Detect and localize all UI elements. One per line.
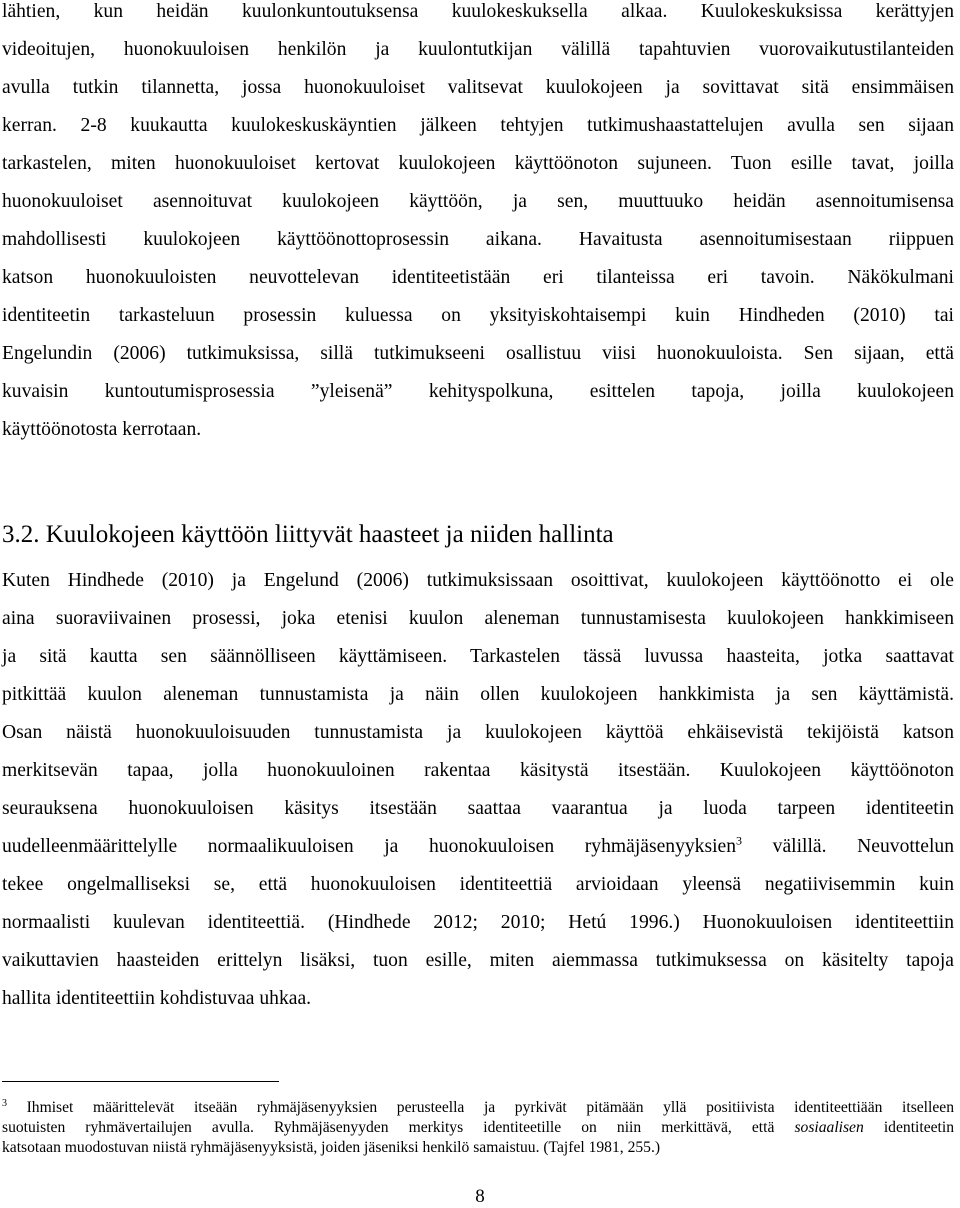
text-line: pitkittää kuulon aleneman tunnustamista ja näin ollen kuulokojeen hankkimista ja sen käyttämistä. bbox=[2, 684, 954, 705]
text-line: katson huonokuuloisten neuvottelevan identiteetistään eri tilanteissa eri tavoin. Näkökulmani bbox=[2, 267, 954, 288]
text-line: merkitsevän tapaa, jolla huonokuuloinen rakentaa käsitystä itsestään. Kuulokojeen käyttöönoton bbox=[2, 760, 954, 781]
text-line: mahdollisesti kuulokojeen käyttöönottoprosessin aikana. Havaitusta asennoitumisestaan riippuen bbox=[2, 229, 954, 250]
text-line: tekee ongelmalliseksi se, että huonokuuloisen identiteettiä arvioidaan yleensä negatiivisemmin kuin bbox=[2, 874, 954, 895]
footnote-line bbox=[2, 1098, 954, 1118]
text-segment: suotuisten ryhmävertailujen avulla. Ryhmäjäsenyyden merkitys identiteetille on niin merkittävä, että bbox=[2, 1119, 775, 1136]
text-line: huonokuuloiset asennoituvat kuulokojeen käyttöön, ja sen, muuttuuko heidän asennoitumisensa bbox=[2, 191, 954, 212]
section-heading: 3.2. Kuulokojeen käyttöön liittyvät haasteet ja niiden hallinta bbox=[2, 521, 614, 548]
footnote-reference[interactable]: 3 bbox=[736, 833, 743, 848]
text-line: seurauksena huonokuuloisen käsitys itsestään saattaa vaarantua ja luoda tarpeen identiteetin bbox=[2, 798, 954, 819]
footnote-line: katsotaan muodostuvan niistä ryhmäjäsenyyksistä, joiden jäseniksi henkilö samaistuu. (Tajfel 1981, 255.) bbox=[2, 1139, 661, 1156]
text-line: kuvaisin kuntoutumisprosessia ”yleisenä” kehityspolkuna, esittelen tapoja, joilla kuulokojeen bbox=[2, 381, 954, 402]
text-line: kerran. 2-8 kuukautta kuulokeskuskäyntien jälkeen tehtyjen tutkimushaastattelujen avulla sen sijaan bbox=[2, 115, 954, 136]
text-segment: uudelleenmäärittelylle normaalikuuloisen ja huonokuuloisen ryhmäjäsenyyksien bbox=[2, 836, 737, 857]
text-line: Engelundin (2006) tutkimuksissa, sillä tutkimukseeni osallistuu viisi huonokuuloista. Sen sijaan, että bbox=[2, 343, 954, 364]
text-line: normaalisti kuulevan identiteettiä. (Hindhede 2012; 2010; Hetú 1996.) Huonokuuloisen identiteettiin bbox=[2, 912, 954, 933]
text-line: identiteetin tarkasteluun prosessin kuluessa on yksityiskohtaisempi kuin Hindheden (2010) tai bbox=[2, 305, 954, 326]
text-line-footnote-ref bbox=[2, 835, 954, 859]
text-line: tarkastelen, miten huonokuuloiset kertovat kuulokojeen käyttöönoton sujuneen. Tuon esille tavat, joilla bbox=[2, 153, 954, 174]
text-line: hallita identiteettiin kohdistuvaa uhkaa. bbox=[2, 988, 312, 1009]
text-segment: välillä. Neuvottelun bbox=[742, 836, 954, 857]
italic-term: sosiaalisen bbox=[794, 1119, 864, 1136]
footnote-line bbox=[2, 1118, 954, 1138]
text-line: Osan näistä huonokuuloisuuden tunnustamista ja kuulokojeen käyttöä ehkäisevistä tekijöistä katson bbox=[2, 722, 954, 743]
text-segment: identiteetin bbox=[863, 1119, 954, 1136]
text-line: videoitujen, huonokuuloisen henkilön ja kuulontutkijan välillä tapahtuvien vuorovaikutustilanteiden bbox=[2, 39, 954, 60]
text-line: ja sitä kautta sen säännölliseen käyttämiseen. Tarkastelen tässä luvussa haasteita, jotka saattavat bbox=[2, 646, 954, 667]
text-segment: Ihmiset määrittelevät itseään ryhmäjäsenyyksien perusteella ja pyrkivät pitämään yllä positiivista identiteettiään itselleen bbox=[7, 1099, 954, 1116]
page-number: 8 bbox=[475, 1186, 485, 1207]
text-line: aina suoraviivainen prosessi, joka etenisi kuulon aleneman tunnustamisesta kuulokojeen hankkimiseen bbox=[2, 608, 954, 629]
text-line: lähtien, kun heidän kuulonkuntoutuksensa kuulokeskuksella alkaa. Kuulokeskuksissa kerättyjen bbox=[2, 1, 954, 22]
footnote-mark: 3 bbox=[2, 1097, 7, 1109]
text-line: avulla tutkin tilannetta, jossa huonokuuloiset valitsevat kuulokojeen ja sovittavat sitä ensimmäisen bbox=[2, 77, 954, 98]
text-line: käyttöönotosta kerrotaan. bbox=[2, 419, 202, 440]
text-line: vaikuttavien haasteiden erittelyn lisäksi, tuon esille, miten aiemmassa tutkimuksessa on käsitelty tapoja bbox=[2, 950, 954, 971]
footnote-separator bbox=[2, 1081, 279, 1082]
text-line: Kuten Hindhede (2010) ja Engelund (2006) tutkimuksissaan osoittivat, kuulokojeen käyttöönotto ei ole bbox=[2, 570, 954, 591]
